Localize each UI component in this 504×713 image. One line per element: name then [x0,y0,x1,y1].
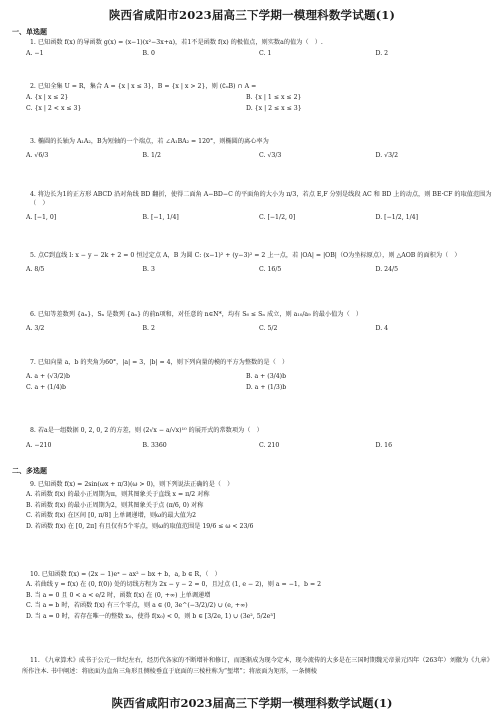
option-d[interactable]: D. 16 [375,442,393,449]
option-c[interactable]: C. 当 a = b 时，若函数 f(x) 有三个零点，则 a ∈ (0, 3e^(−3/2)/2) ∪ (e, +∞) [26,602,248,609]
option-b[interactable]: B. 0 [142,50,155,57]
section-multiple-choice: 二、多选题 [12,466,47,475]
option-a[interactable]: A. √6/3 [26,152,49,159]
option-c[interactable]: C. {x | 2 < x ≤ 3} [26,105,82,112]
option-c[interactable]: C. a + (1/4)b [26,384,67,391]
option-a[interactable]: A. a + (√3/2)b [26,373,70,380]
question-5 [12,251,492,274]
option-a[interactable]: A. −210 [26,442,52,449]
question-3 [12,137,492,160]
option-d[interactable]: D. 当 a = 0 时，若存在唯一的整数 x₀，使得 f(x₀) < 0，则 b ∈ [3/2e, 1) ∪ (3e², 5/2e³] [26,612,276,620]
question-stem: 3. 椭圆的长轴为 A₁A₂，B为短轴的一个端点，若 ∠A₁BA₂ = 120°，则椭圆的离心率为 [30,138,269,145]
question-stem: 5. 点C到直线 l: x − y − 2k + 2 = 0 恒过定点 A，B 为圆 C: (x−1)² + (y−3)² = 2 上一点，若 |OA| = |OB|（O为坐标原点），则 △AOB 的面积为（ ） [30,252,461,259]
option-b[interactable]: B. a + (3/4)b [246,373,287,380]
option-a[interactable]: A. −1 [26,50,44,57]
question-stem: 7. 已知向量 a，b 的夹角为60°，|a| = 3，|b| = 4，则下列向量的模的平方为整数的是（ ） [30,359,289,366]
option-b[interactable]: B. [−1, 1/4] [142,214,179,221]
option-b[interactable]: B. 3 [142,266,155,273]
question-stem: 9. 已知函数 f(x) = 2sin(ωx + π/3)(ω > 0)，则下列说法正确的是（ ） [30,481,234,488]
option-a[interactable]: A. 8/5 [26,266,45,273]
option-c[interactable]: C. [−1/2, 0] [259,214,296,221]
option-b[interactable]: B. 2 [142,325,155,332]
option-b[interactable]: B. 若函数 f(x) 的最小正周期为2，则其图象关于点 (π/6, 0) 对称 [26,501,204,509]
question-2 [12,82,492,113]
question-stem: 6. 已知等差数列 {aₙ}，Sₙ 是数列 {aₙ} 的前n项和，对任意的 n∈N*，均有 S₆ ≤ Sₙ 成立，则 a₁₀/a₉ 的最小值为（ ） [30,311,363,318]
question-7 [12,358,492,392]
question-stem: 8. 若a是一组数据 0, 2, 0, 2 的方差，则 (2√x − a/√x)¹⁰ 的展开式的常数项为（ ） [30,427,263,434]
page-footer: 陕西省咸阳市2023届高三下学期一模理科数学试题(1) [111,696,393,710]
option-d[interactable]: D. 24/5 [375,266,399,273]
option-d[interactable]: D. √3/2 [375,152,399,159]
question-8 [12,426,492,450]
option-a[interactable]: A. [−1, 0] [26,214,57,221]
option-c[interactable]: C. 1 [259,50,272,57]
option-b[interactable]: B. 当 a = 0 且 0 < a < e/2 时，函数 f(x) 在 (0, +∞) 上单调递增 [26,591,211,599]
question-6 [12,310,492,333]
option-c[interactable]: C. √3/3 [259,152,282,159]
option-a[interactable]: A. 若函数 f(x) 的最小正周期为π，则其图象关于直线 x = π/2 对称 [26,491,210,498]
option-d[interactable]: D. {x | 2 ≤ x ≤ 3} [246,105,302,112]
option-a[interactable]: A. {x | x ≤ 2} [26,94,69,101]
option-c[interactable]: C. 5/2 [259,325,278,332]
question-10 [12,570,492,622]
option-d[interactable]: D. 2 [375,50,389,57]
option-b[interactable]: B. {x | 1 ≤ x ≤ 2} [246,94,302,101]
page-title: 陕西省咸阳市2023届高三下学期一模理科数学试题(1) [108,8,396,22]
section-single-choice: 一、单选题 [12,27,47,36]
option-c[interactable]: C. 16/5 [259,266,282,273]
option-d[interactable]: D. a + (1/3)b [246,384,287,391]
question-1 [12,38,492,58]
option-b[interactable]: B. 3360 [142,442,167,449]
question-stem: 4. 将边长为1的正方形 ABCD 沿对角线 BD 翻折，使得二面角 A−BD−C 的平面角的大小为 π/3，若点 E,F 分别是线段 AC 和 BD 上的动点，则 BE·CF 的取值范围为（ ） [30,191,492,207]
question-11 [12,655,492,677]
option-b[interactable]: B. 1/2 [142,152,161,159]
question-stem: 11. 《九章算术》成书于公元一世纪左右，经历代各家的不断增补和修订，而逐渐成为现今定本，现今流传的大多是在三国时期魏元帝景元四年（263年）刘徽为《九章》所作注本. 书中阐述：将底面为直角三角形且侧棱垂直于底面的三棱柱称为“堑堵”；将底面为矩形，一条侧棱 [22,657,490,675]
option-d[interactable]: D. 若函数 f(x) 在 [0, 2π] 有且仅有5个零点，则ω的取值范围是 19/6 ≤ ω < 23/6 [26,522,254,530]
option-d[interactable]: D. [−1/2, 1/4] [375,214,419,221]
option-a[interactable]: A. 若曲线 y = f(x) 在 (0, f(0)) 处的切线方程为 2x − y − 2 = 0，且过点 (1, e − 2)，则 a = −1，b = 2 [26,581,322,588]
option-c[interactable]: C. 210 [259,442,280,449]
option-a[interactable]: A. 3/2 [26,325,45,332]
option-c[interactable]: C. 若函数 f(x) 在区间 [0, π/8] 上单调递增，则ω的最大值为2 [26,512,197,519]
question-stem: 2. 已知全集 U = R，集合 A = {x | x ≤ 3}，B = {x | x > 2}，则 (∁ᵤB) ∩ A = [30,83,257,90]
question-4 [12,190,492,222]
question-stem: 10. 已知函数 f(x) = (2x − 1)eˣ − ax² − bx + b，a, b ∈ R，（ ） [30,571,221,578]
question-stem: 1. 已知函数 f(x) 的导函数 g(x) = (x−1)(x²−3x+a)，若1不是函数 f(x) 的极值点，则实数a的值为（ ）. [30,39,323,46]
option-d[interactable]: D. 4 [375,325,389,332]
question-9 [12,480,492,532]
